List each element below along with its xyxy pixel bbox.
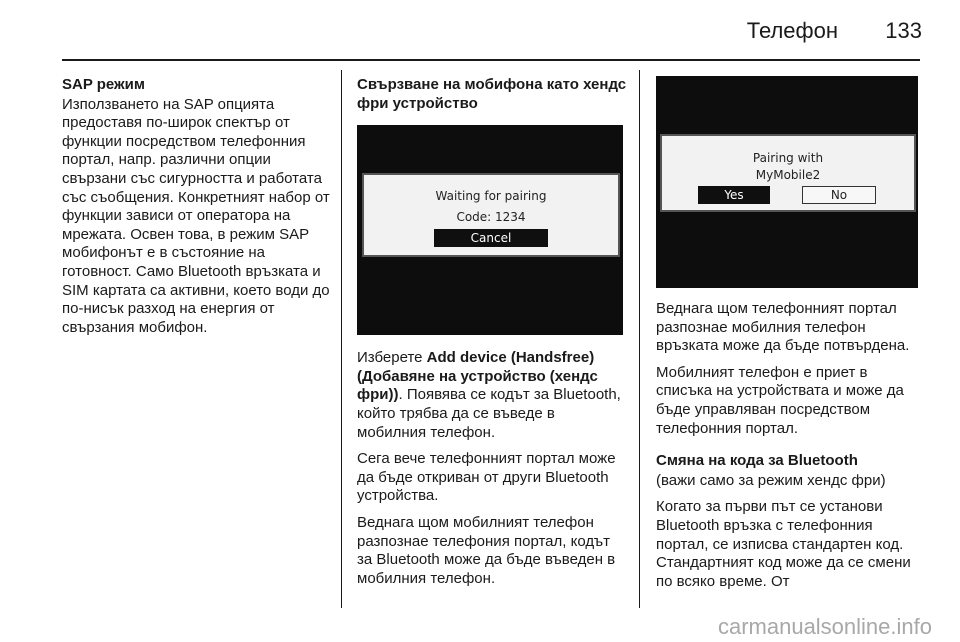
column-1 <box>62 76 330 345</box>
watermark-text: carmanualsonline.info <box>717 614 932 639</box>
yes-button[interactable]: Yes <box>698 186 770 204</box>
pairing-dialog <box>362 173 620 257</box>
standard-code-paragraph: Когато за първи път се установи Bluetooth връзка с телефонния портал, се изписва стандартен код. Стандартният код може да се смени по всяко време. От <box>656 498 911 590</box>
column-divider-1 <box>341 70 342 608</box>
discoverable-paragraph: Сега вече телефонният портал може да бъде откриван от други Bluetooth устройства. <box>357 450 616 505</box>
header-divider <box>62 59 920 61</box>
pairing-confirm-dialog <box>660 134 916 212</box>
page-number: 133 <box>885 18 922 43</box>
no-button[interactable]: No <box>802 186 876 204</box>
cancel-button[interactable]: Cancel <box>434 229 548 247</box>
screen-pairing-with <box>656 76 918 288</box>
dialog-status-text: Waiting for pairing <box>435 189 547 204</box>
enter-code-paragraph: Веднага щом мобилният телефон разпознае телефония портал, кодът за Bluetooth може да бъде въведен в мобилния телефон. <box>357 513 616 587</box>
chapter-title: Телефон <box>746 18 838 43</box>
select-paragraph: Изберете Add device (Handsfree) (Добавяне на устройство (хендс фри)). Появява се кодът за Bluetooth, който трябва да се въведе в мобилния телефон. <box>357 349 621 441</box>
screen-waiting-for-pairing <box>357 125 623 335</box>
confirm-paragraph: Веднага щом телефонният портал разпознае мобилния телефон връзката може да бъде потвърдена. <box>656 300 910 355</box>
add-device-menu-label: Add device (Handsfree) (Добавяне на устройство (хендс фри)) <box>357 349 598 404</box>
page-header <box>0 0 960 58</box>
dialog-device-name: MyMobile2 <box>755 168 821 182</box>
device-list-paragraph: Мобилният телефон е приет в списъка на устройствата и може да бъде управляван посредством телефонния портал. <box>656 363 904 437</box>
column-divider-2 <box>639 70 640 608</box>
sap-mode-paragraph: Използването на SAP опцията предоставя по-широк спектър от функции посредством телефонния портал, напр. различни опции свързани със сигурността и работата със съобщения. Конкретният набор от функции зависи от оператора на мрежата. Освен това, в режим SAP мобифонът е в състояние на готовност. Само Bluetooth връзката и SIM картата са активни, което води до по-нисък разход на енергия от свързания мобифон. <box>62 95 330 336</box>
pairing-heading: Свързване на мобифона като хендс фри устройство <box>357 76 627 112</box>
sap-mode-heading: SAP режим <box>62 76 145 93</box>
column-3 <box>656 76 924 599</box>
column-2 <box>357 76 627 596</box>
change-code-heading: Смяна на кода за Bluetooth <box>656 452 858 470</box>
handsfree-note: (важи само за режим хендс фри) <box>656 471 886 489</box>
dialog-title-text: Pairing with <box>752 151 824 165</box>
dialog-code-text: Code: 1234 <box>456 210 526 225</box>
